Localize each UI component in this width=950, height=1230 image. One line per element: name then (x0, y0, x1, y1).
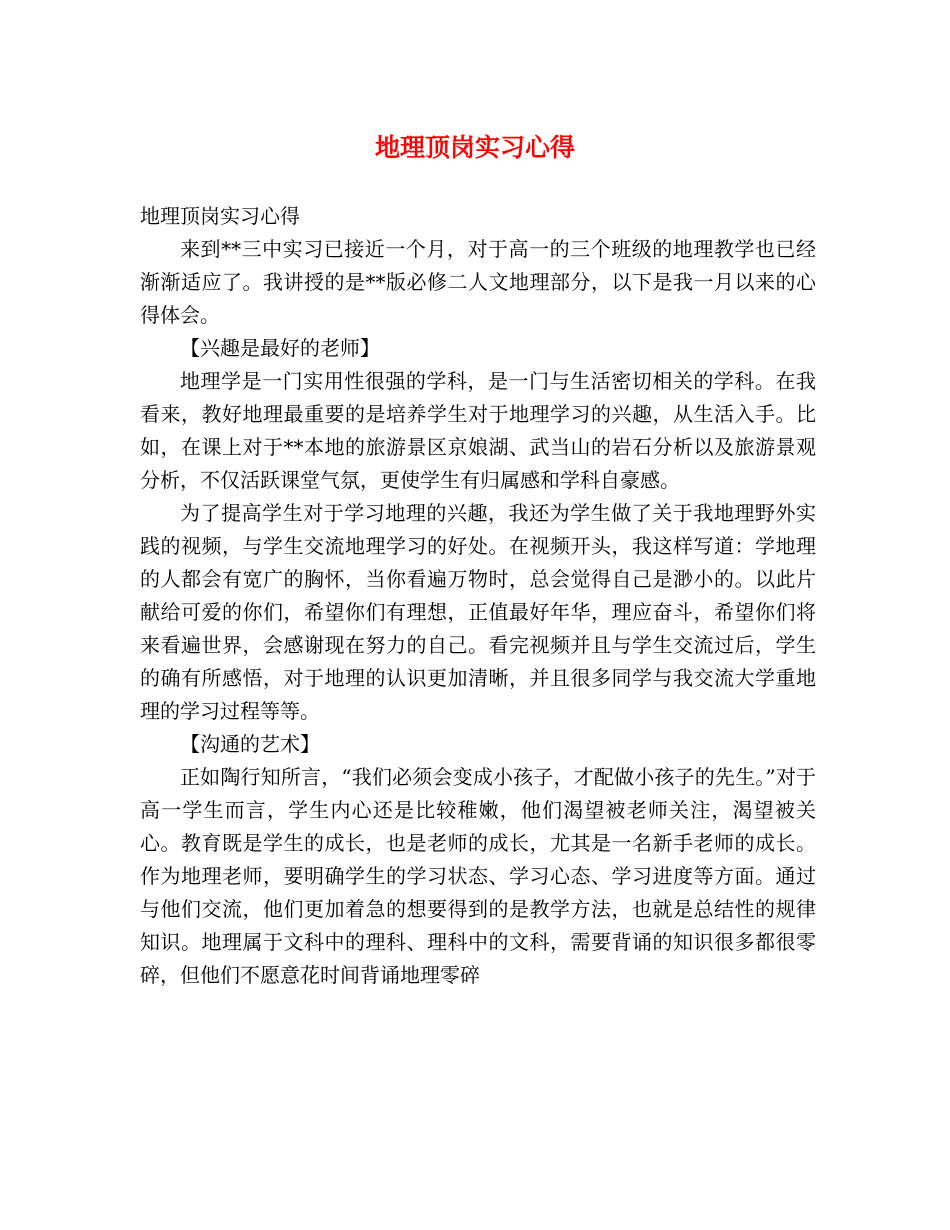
paragraph-communication: 正如陶行知所言，“我们必须会变成小孩子，才配做小孩子的先生。”对于高一学生而言，学生内心还是比较稚嫩，他们渴望被老师关注，渴望被关心。教育既是学生的成长，也是老师的成长，尤其是一名新手老师的成长。作为地理老师，要明确学生的学习状态、学习心态、学习进度等方面。通过与他们交流，他们更加着急的想要得到的是教学方法，也就是总结性的规律知识。地理属于文科中的理科、理科中的文科，需要背诵的知识很多都很零碎，但他们不愿意花时间背诵地理零碎 (140, 765, 816, 987)
document-subtitle: 地理顶岗实习心得 (140, 204, 300, 228)
paragraph-interest: 地理学是一门实用性很强的学科，是一门与生活密切相关的学科。在我看来，教好地理最重要的是培养学生对于地理学习的兴趣，从生活入手。比如，在课上对于**本地的旅游景区京娘湖、武当山的岩石分析以及旅游景观分析，不仅活跃课堂气氛，更使学生有归属感和学科自豪感。 (140, 369, 816, 492)
document-body (140, 200, 816, 992)
section-heading-interest: 【兴趣是最好的老师】 (180, 336, 380, 360)
section-heading-communication: 【沟通的艺术】 (180, 732, 320, 756)
document-title: 地理顶岗实习心得 (374, 133, 575, 162)
paragraph-intro: 来到**三中实习已接近一个月，对于高一的三个班级的地理教学也已经渐渐适应了。我讲授的是**版必修二人文地理部分，以下是我一月以来的心得体会。 (140, 237, 816, 327)
paragraph-video: 为了提高学生对于学习地理的兴趣，我还为学生做了关于我地理野外实践的视频，与学生交流地理学习的好处。在视频开头，我这样写道：学地理的人都会有宽广的胸怀，当你看遍万物时，总会觉得自己是渺小的。以此片献给可爱的你们，希望你们有理想，正值最好年华，理应奋斗，希望你们将来看遍世界，会感谢现在努力的自己。看完视频并且与学生交流过后，学生的确有所感悟，对于地理的认识更加清晰，并且很多同学与我交流大学重地理的学习过程等等。 (140, 501, 816, 723)
